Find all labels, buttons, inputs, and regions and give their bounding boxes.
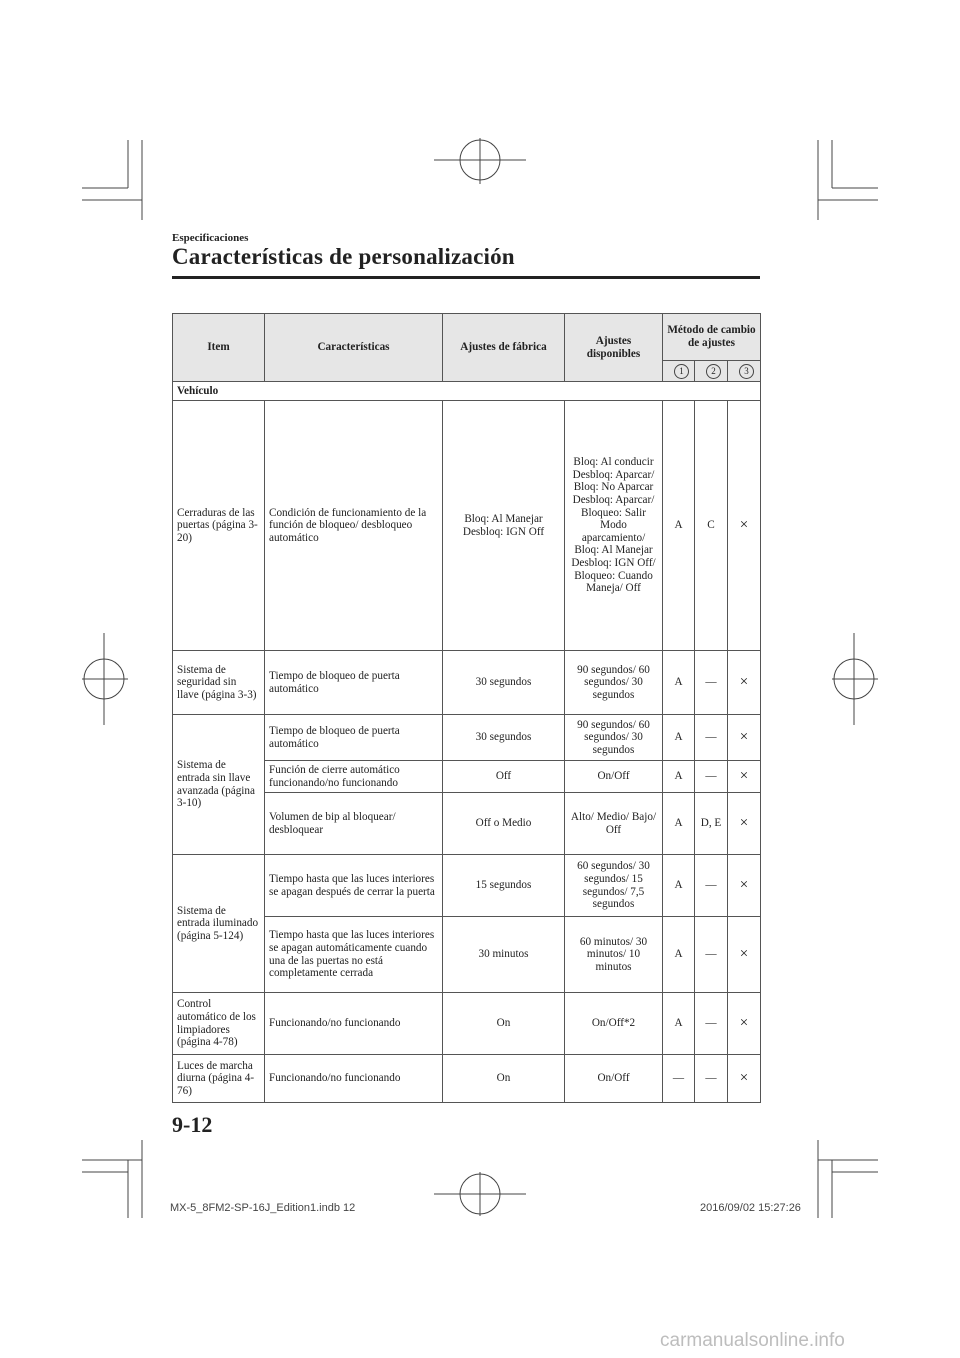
cell-method-2: — [695,761,728,793]
cell-method-1: A [663,993,695,1055]
cell-available: On/Off*2 [565,993,663,1055]
cell-available: 90 segundos/ 60 segundos/ 30 segundos [565,651,663,715]
cell-available: Bloq: Al conducir Desbloq: Aparcar/ Bloq: No Aparcar Desbloq: Aparcar/ Bloqueo: Salir Modo aparcamiento/ Bloq: Al Manejar Desbloq: IGN Off/ Bloqueo: Cuando Maneja/ Off [565,401,663,651]
cell-item: Control automático de los limpiadores (página 4-78) [173,993,265,1055]
cell-method-2: — [695,1055,728,1103]
cell-method-1: A [663,793,695,855]
cell-method-2: — [695,917,728,993]
cell-available: Alto/ Medio/ Bajo/ Off [565,793,663,855]
cell-method-1: A [663,651,695,715]
cell-method-3: × [728,993,761,1055]
table-row [173,651,761,715]
header-available: Ajustes disponibles [565,314,663,382]
cell-method-3: × [728,793,761,855]
circled-number: 2 [706,364,721,379]
customization-table [172,313,761,1103]
cell-feature: Función de cierre automático funcionando/no funcionando [265,761,443,793]
cell-method-1: A [663,917,695,993]
cell-available: 90 segundos/ 60 segundos/ 30 segundos [565,715,663,761]
cell-method-3: × [728,917,761,993]
cell-method-2: — [695,651,728,715]
table-row [173,1055,761,1103]
cell-method-1: A [663,401,695,651]
section-label: Especificaciones [172,232,249,244]
cell-factory: On [443,993,565,1055]
cell-item: Sistema de seguridad sin llave (página 3-3) [173,651,265,715]
cell-method-3: × [728,651,761,715]
cell-item: Sistema de entrada iluminado (página 5-124) [173,855,265,993]
table-row [173,993,761,1055]
cell-factory: On [443,1055,565,1103]
header-item: Item [173,314,265,382]
file-info: MX-5_8FM2-SP-16J_Edition1.indb 12 [170,1202,356,1214]
cell-available: On/Off [565,761,663,793]
cell-item: Cerraduras de las puertas (página 3-20) [173,401,265,651]
header-method-1 [663,361,695,382]
circled-number: 3 [739,364,754,379]
header-features: Características [265,314,443,382]
cell-factory: Off o Medio [443,793,565,855]
cell-factory: 30 segundos [443,715,565,761]
cell-method-3: × [728,855,761,917]
cell-item: Sistema de entrada sin llave avanzada (página 3-10) [173,715,265,855]
header-method: Método de cambio de ajustes [663,314,761,361]
cell-method-2: — [695,993,728,1055]
cell-available: 60 minutos/ 30 minutos/ 10 minutos [565,917,663,993]
header-method-3 [728,361,761,382]
table-row [173,715,761,761]
cell-factory: Off [443,761,565,793]
cell-available: On/Off [565,1055,663,1103]
cell-feature: Funcionando/no funcionando [265,1055,443,1103]
cell-feature: Tiempo de bloqueo de puerta automático [265,715,443,761]
page-number: 9-12 [172,1112,213,1137]
table-row [173,401,761,651]
header-factory: Ajustes de fábrica [443,314,565,382]
cell-method-1: A [663,855,695,917]
cell-item: Luces de marcha diurna (página 4-76) [173,1055,265,1103]
page-title: Características de personalización [172,244,515,269]
circled-number: 1 [674,364,689,379]
cell-factory: Bloq: Al Manejar Desbloq: IGN Off [443,401,565,651]
group-row: Vehículo [173,382,761,401]
cell-feature: Tiempo hasta que las luces interiores se apagan automáticamente cuando una de las puertas no está completamente cerrada [265,917,443,993]
cell-feature: Tiempo de bloqueo de puerta automático [265,651,443,715]
cell-method-1: — [663,1055,695,1103]
print-timestamp: 2016/09/02 15:27:26 [700,1202,801,1214]
cell-method-2: — [695,855,728,917]
cell-factory: 15 segundos [443,855,565,917]
table-row [173,855,761,917]
header-method-2 [695,361,728,382]
cell-feature: Tiempo hasta que las luces interiores se apagan después de cerrar la puerta [265,855,443,917]
cell-factory: 30 segundos [443,651,565,715]
watermark: carmanualsonline.info [660,1330,845,1351]
cell-method-3: × [728,761,761,793]
cell-feature: Funcionando/no funcionando [265,993,443,1055]
cell-factory: 30 minutos [443,917,565,993]
cell-feature: Volumen de bip al bloquear/ desbloquear [265,793,443,855]
cell-method-3: × [728,401,761,651]
cell-feature: Condición de funcionamiento de la función de bloqueo/ desbloqueo automático [265,401,443,651]
title-rule [172,276,760,279]
cell-available: 60 segundos/ 30 segundos/ 15 segundos/ 7,5 segundos [565,855,663,917]
cell-method-3: × [728,1055,761,1103]
cell-method-2: C [695,401,728,651]
cell-method-2: D, E [695,793,728,855]
cell-method-3: × [728,715,761,761]
cell-method-2: — [695,715,728,761]
cell-method-1: A [663,715,695,761]
cell-method-1: A [663,761,695,793]
